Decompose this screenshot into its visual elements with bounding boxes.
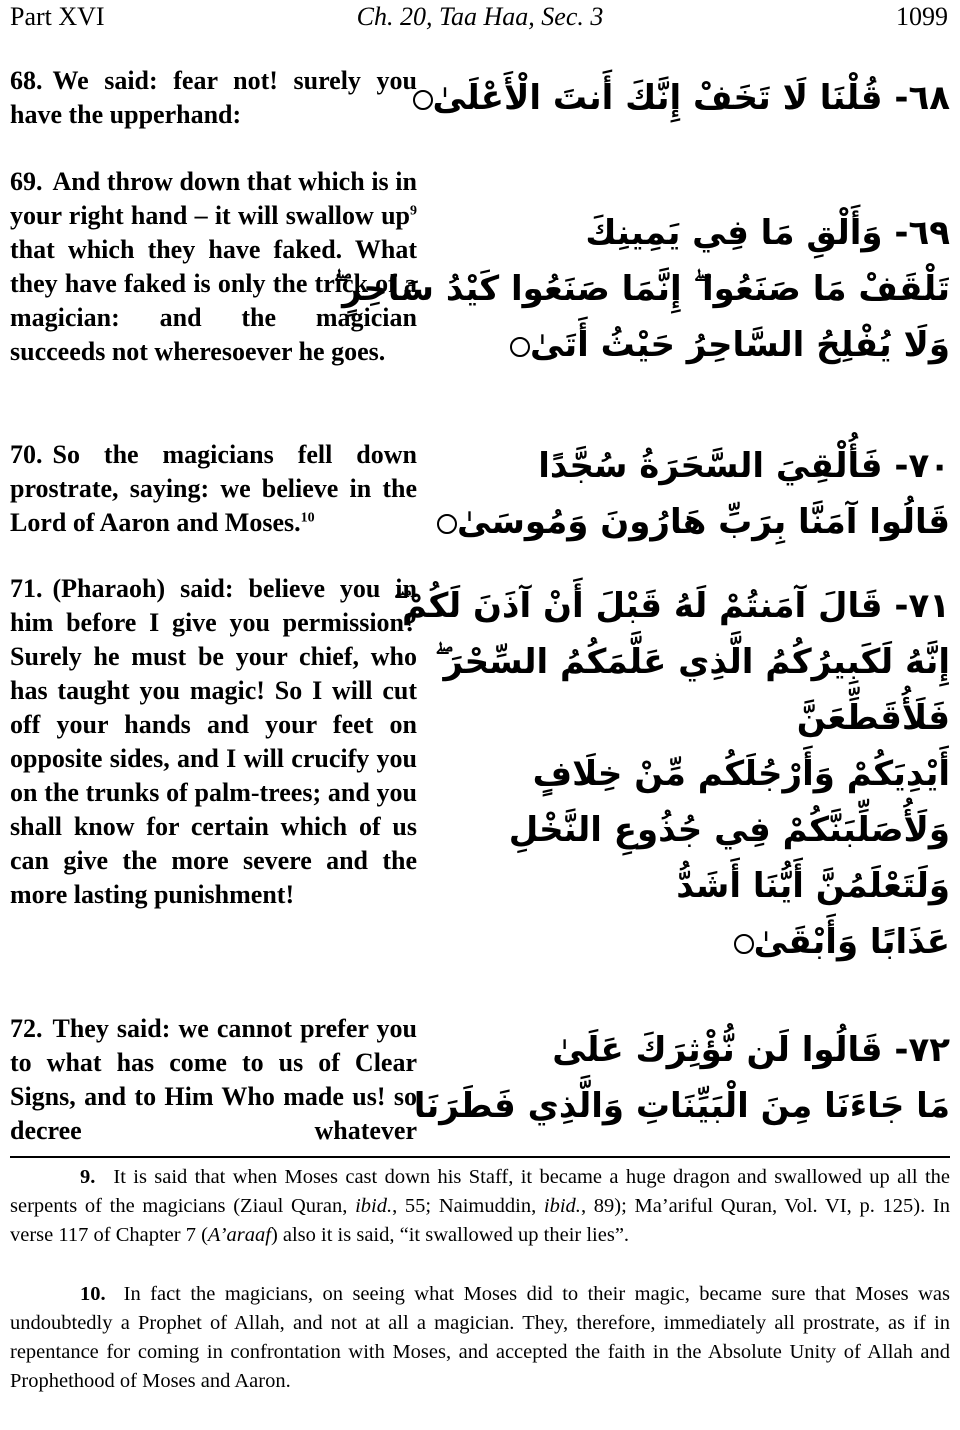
arabic-line: وَلَأُصَلِّبَنَّكُمْ فِي جُذُوعِ النَّخْلِ bbox=[508, 810, 950, 850]
verse-68-translation bbox=[10, 64, 417, 132]
verse-text: And throw down that which is in your right hand – it will swallow up bbox=[10, 167, 417, 230]
arabic-line: أَيْدِيَكُمْ وَأَرْجُلَكُم مِّنْ خِلَافٍ bbox=[532, 754, 950, 794]
verse-text: So the magicians fell down prostrate, saying: we believe in the Lord of Aaron and Moses. bbox=[10, 440, 417, 537]
arabic-line: وَلَتَعْلَمُنَّ أَيُّنَا أَشَدُّ bbox=[676, 866, 950, 906]
arabic-line: فَلَأُقَطِّعَنَّ bbox=[796, 698, 950, 738]
verse-70-translation bbox=[10, 438, 417, 540]
verse-69-arabic bbox=[333, 205, 950, 373]
arabic-line: إِنَّهُ لَكَبِيرُكُمُ الَّذِي عَلَّمَكُمُ السِّحْرَ ۖ bbox=[435, 642, 950, 682]
arabic-line: ٧٠- فَأُلْقِيَ السَّحَرَةُ سُجَّدًا bbox=[538, 446, 950, 486]
verse-number: 68. bbox=[10, 66, 43, 95]
verse-text: (Pharaoh) said: believe you in him before I give you permission? Surely he must be your chief, who has taught you magic! So I will cut off your hands and your feet on opposite sides, and I will crucify you on the trunks of palm-trees; and you shall know for certain which of us can give the more severe and the more lasting punishment! bbox=[10, 574, 417, 909]
verse-end-circle-icon bbox=[437, 514, 457, 534]
part-label: Part XVI bbox=[10, 2, 105, 31]
footnote-number: 10. bbox=[80, 1283, 106, 1305]
page-number: 1099 bbox=[896, 2, 948, 31]
verse-text: that which they have faked. What they have faked is only the trick of a magician: and the magician succeeds not wheresoever he goes. bbox=[10, 235, 417, 366]
verse-70-arabic bbox=[457, 438, 950, 550]
verse-68-arabic bbox=[432, 70, 950, 126]
arabic-line: ٦٨- قُلْنَا لَا تَخَفْ إِنَّكَ أَنتَ الْأَعْلَىٰ bbox=[530, 70, 950, 126]
footnote-10 bbox=[10, 1280, 950, 1396]
arabic-line: ٦٩- وَأَلْقِ مَا فِي يَمِينِكَ bbox=[585, 213, 950, 253]
verse-71-arabic bbox=[393, 578, 950, 970]
arabic-line: وَلَا يُفْلِحُ السَّاحِرُ حَيْثُ أَتَىٰ bbox=[530, 317, 950, 373]
footnote-divider bbox=[10, 1156, 950, 1158]
footnote-ref[interactable]: 9 bbox=[410, 203, 417, 219]
verse-72-arabic bbox=[413, 1022, 950, 1134]
arabic-line: ٧٢- قَالُوا لَن نُّؤْثِرَكَ عَلَىٰ bbox=[552, 1030, 950, 1070]
arabic-line: ٧١- قَالَ آمَنتُمْ لَهُ قَبْلَ أَنْ آذَنَ لَكُمْ ۖ bbox=[393, 586, 950, 626]
footnote-text: In fact the magicians, on seeing what Moses did to their magic, became sure that Moses was undoubtedly a Prophet of Allah, and not at all a magician. They, therefore, immediately all prostrate, as if in repentance for coming in confrontation with Moses, and accepted the faith in the Absolute Unity of Allah and Prophethood of Moses and Aaron. bbox=[10, 1283, 950, 1392]
verse-text: They said: we cannot prefer you to what has come to us of Clear Signs, and to Him Who made us! so decree whatever bbox=[10, 1014, 417, 1145]
verse-number: 72. bbox=[10, 1014, 43, 1043]
verse-71-translation bbox=[10, 572, 417, 912]
verse-number: 70. bbox=[10, 440, 43, 469]
footnote-ref[interactable]: 10 bbox=[300, 510, 315, 526]
verse-number: 69. bbox=[10, 167, 43, 196]
arabic-line: قَالُوا آمَنَّا بِرَبِّ هَارُونَ وَمُوسَىٰ bbox=[530, 494, 950, 550]
arabic-line: تَلْقَفْ مَا صَنَعُوا ۖ إِنَّمَا صَنَعُوا كَيْدُ سَاحِرٍ ۖ bbox=[333, 269, 950, 309]
verse-end-circle-icon bbox=[734, 934, 754, 954]
verse-end-circle-icon bbox=[510, 337, 530, 357]
verse-72-translation bbox=[10, 1012, 417, 1148]
verse-text: We said: fear not! surely you have the upperhand: bbox=[10, 66, 417, 129]
verse-number: 71. bbox=[10, 574, 43, 603]
page-header bbox=[0, 0, 960, 40]
footnote-number: 9. bbox=[80, 1166, 96, 1188]
chapter-title: Ch. 20, Taa Haa, Sec. 3 bbox=[356, 2, 604, 31]
arabic-line: مَا جَاءَنَا مِنَ الْبَيِّنَاتِ وَالَّذِي فَطَرَنَا bbox=[413, 1086, 950, 1126]
arabic-line: عَذَابًا وَأَبْقَىٰ bbox=[530, 914, 950, 970]
verse-end-circle-icon bbox=[413, 90, 433, 110]
footnote-9: 9. It is said that when Moses cast down his Staff, it became a huge dragon and swallowed up all the serpents of the magicians (Ziaul Quran, ibid., 55; Naimuddin, ibid., 89); Ma’ariful Quran, Vol. VI, p. 125). In verse 117 of Chapter 7 (A’araaf) also it is said, “it swallowed up their lies”. bbox=[10, 1166, 951, 1246]
